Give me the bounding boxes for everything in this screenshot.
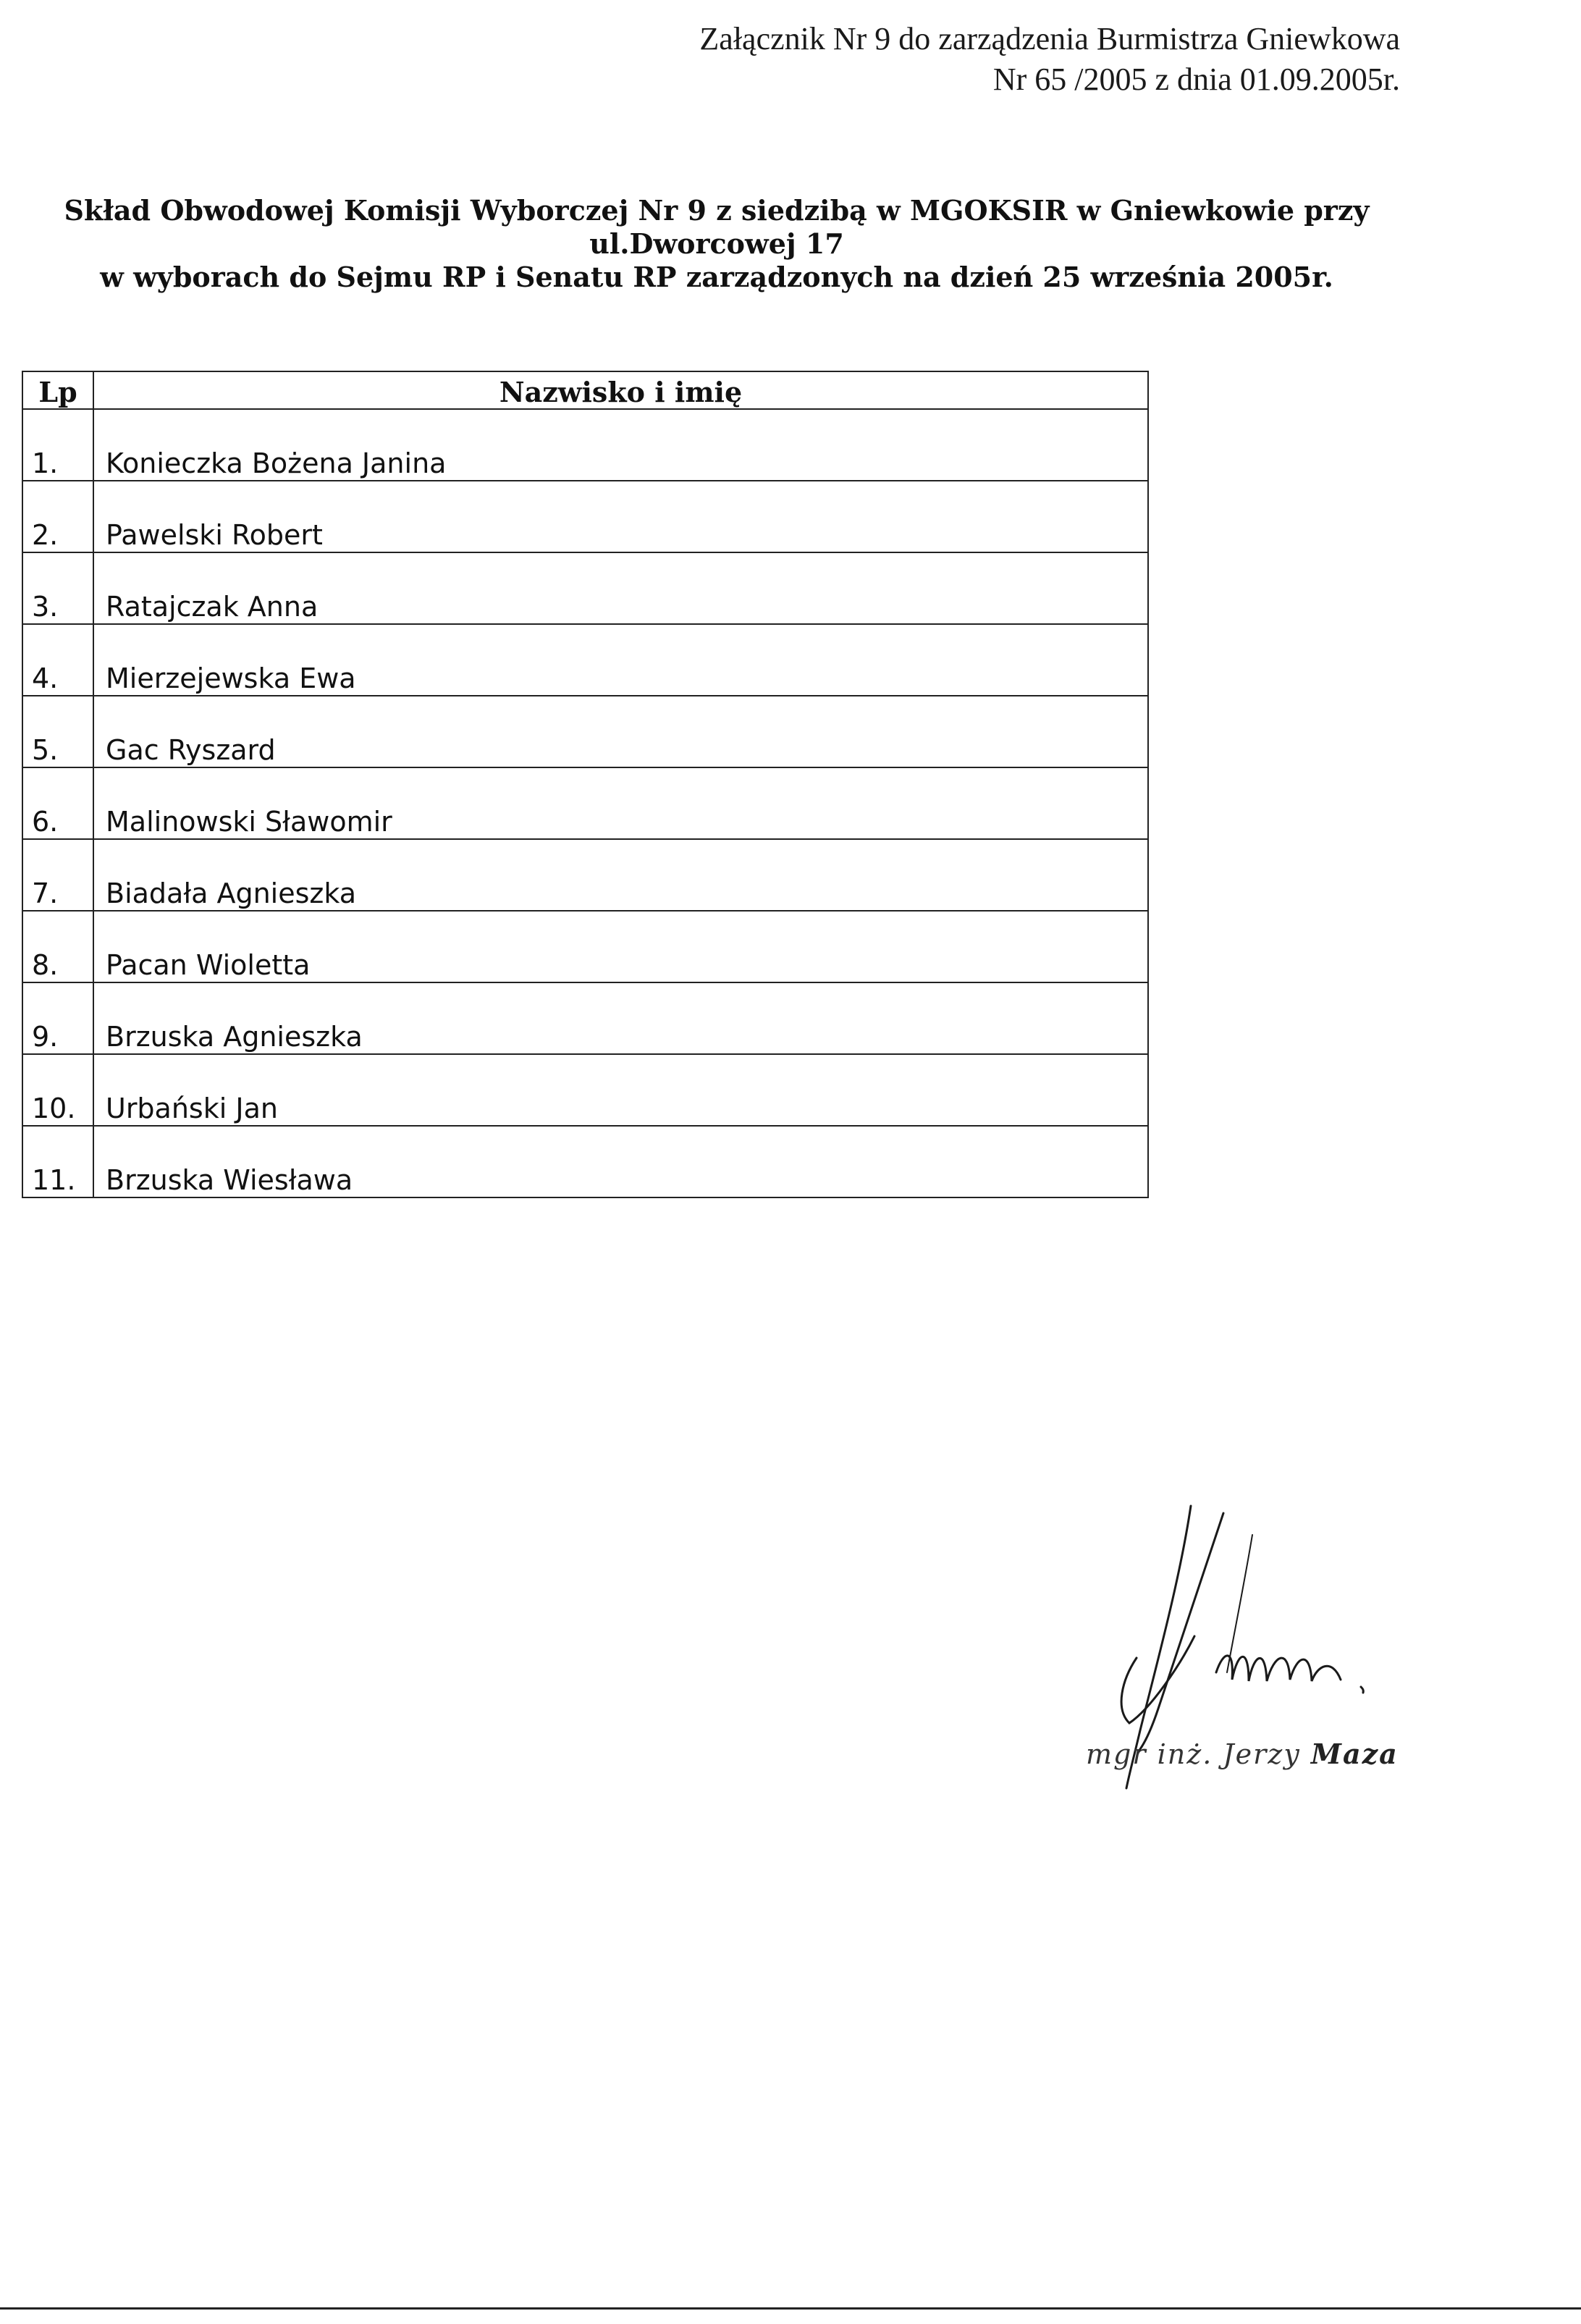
member-name: Pacan Wioletta xyxy=(93,911,1148,982)
table-header-row xyxy=(22,371,1148,409)
table-row xyxy=(22,696,1148,767)
row-number: 9. xyxy=(22,982,93,1054)
attachment-line-2: Nr 65 /2005 z dnia 01.09.2005r. xyxy=(992,62,1400,97)
member-name: Brzuska Wiesława xyxy=(93,1126,1148,1197)
row-number: 4. xyxy=(22,624,93,696)
row-number: 3. xyxy=(22,552,93,624)
row-number: 6. xyxy=(22,767,93,839)
signatory-surname: Maza xyxy=(1310,1738,1399,1770)
member-name: Mierzejewska Ewa xyxy=(93,624,1148,696)
page-bottom-rule xyxy=(0,2307,1581,2310)
table-row xyxy=(22,481,1148,552)
title-line-3: w wyborach do Sejmu RP i Senatu RP zarządzonych na dzień 25 września 2005r. xyxy=(100,261,1333,293)
row-number: 1. xyxy=(22,409,93,481)
member-name: Pawelski Robert xyxy=(93,481,1148,552)
members-table xyxy=(22,371,1149,1198)
table-row xyxy=(22,982,1148,1054)
signatory-name xyxy=(1086,1738,1399,1770)
member-name: Biadała Agnieszka xyxy=(93,839,1148,911)
title-line-1: Skład Obwodowej Komisji Wyborczej Nr 9 z siedzibą w MGOKSIR w Gniewkowie przy xyxy=(64,194,1370,227)
table-row xyxy=(22,911,1148,982)
attachment-header xyxy=(699,19,1400,100)
header-name: Nazwisko i imię xyxy=(93,371,1148,409)
signatory-prefix: mgr inż. Jerzy xyxy=(1086,1738,1301,1770)
member-name: Malinowski Sławomir xyxy=(93,767,1148,839)
row-number: 11. xyxy=(22,1126,93,1197)
member-name: Konieczka Bożena Janina xyxy=(93,409,1148,481)
member-name: Urbański Jan xyxy=(93,1054,1148,1126)
table-row xyxy=(22,624,1148,696)
title-line-2: ul.Dworcowej 17 xyxy=(589,227,844,260)
table-row xyxy=(22,409,1148,481)
row-number: 5. xyxy=(22,696,93,767)
row-number: 10. xyxy=(22,1054,93,1126)
row-number: 7. xyxy=(22,839,93,911)
table-row xyxy=(22,767,1148,839)
table-row xyxy=(22,839,1148,911)
row-number: 2. xyxy=(22,481,93,552)
table-row xyxy=(22,1054,1148,1126)
member-name: Ratajczak Anna xyxy=(93,552,1148,624)
table-row xyxy=(22,1126,1148,1197)
row-number: 8. xyxy=(22,911,93,982)
member-name: Brzuska Agnieszka xyxy=(93,982,1148,1054)
document-title xyxy=(43,194,1390,294)
header-lp: Lp xyxy=(22,371,93,409)
member-name: Gac Ryszard xyxy=(93,696,1148,767)
attachment-line-1: Załącznik Nr 9 do zarządzenia Burmistrza Gniewkowa xyxy=(699,21,1400,56)
table-row xyxy=(22,552,1148,624)
